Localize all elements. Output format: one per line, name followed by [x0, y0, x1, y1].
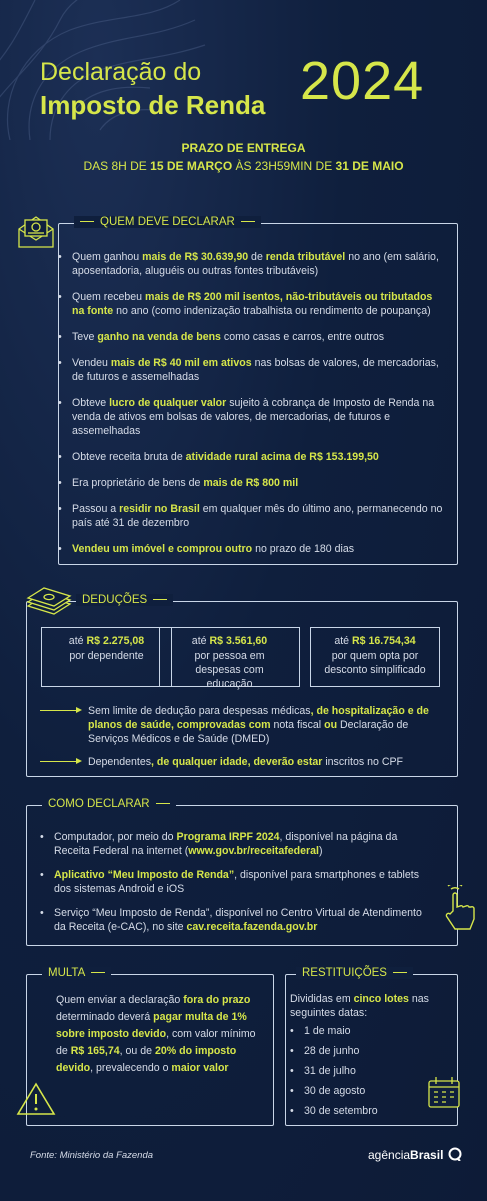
agencia-brasil-logo: agênciaBrasil — [368, 1147, 462, 1162]
deducao-card — [310, 627, 440, 687]
prazo-text: DAS 8H DE 15 DE MARÇO ÀS 23H59MIN DE 31 DE MAIO — [83, 159, 404, 173]
quem-item — [58, 290, 443, 318]
highlight-text: , de qualquer idade, deverão estar — [151, 756, 326, 768]
envelope-document-icon — [16, 215, 56, 249]
highlight-text: Programa IRPF 2024 — [176, 831, 280, 843]
quem-item — [58, 450, 443, 464]
highlight-text: , de hospitalização e de planos de saúde, comprovadas com — [88, 705, 429, 731]
plain-text: inscritos no CPF — [325, 756, 404, 768]
highlight-text: ou — [321, 719, 340, 731]
highlight-text: Aplicativo “Meu Imposto de Renda” — [54, 869, 235, 881]
highlight-text: atividade rural acima de R$ 153.199,50 — [185, 451, 379, 463]
restituicoes-dates — [290, 1024, 430, 1118]
deducoes-note-medical — [88, 704, 448, 746]
como-list — [40, 830, 430, 934]
restituicoes-label: RESTITUIÇÕES — [296, 967, 413, 979]
plain-text: nota fiscal — [273, 719, 322, 731]
plain-text: , prevalecendo o — [90, 1062, 172, 1074]
plain-text: Dependentes — [88, 756, 152, 768]
deducao-amount-line — [160, 634, 299, 648]
quem-item — [58, 476, 443, 490]
como-label: COMO DECLARAR — [42, 798, 176, 810]
plain-text: , disponível na página da Receita Federal na internet ( — [54, 831, 398, 857]
quem-item — [58, 396, 443, 438]
deducao-prefix: até — [68, 635, 87, 647]
highlight-text: 20% do imposto devido — [56, 1045, 237, 1074]
deducao-amount: R$ 3.561,60 — [209, 635, 268, 647]
arrow-2-icon — [40, 761, 80, 762]
highlight-text: mais de R$ 40 mil em ativos — [110, 357, 252, 369]
quem-item — [58, 502, 443, 530]
plain-text: no ano (como indenização trabalhista ou rendimento de poupança) — [113, 305, 431, 317]
money-stack-icon — [24, 584, 72, 616]
deducao-amount-line — [42, 634, 171, 648]
plain-text: Quem enviar a declaração — [56, 994, 184, 1006]
deducao-card — [41, 627, 172, 687]
plain-text: nas seguintes datas: — [290, 993, 429, 1019]
highlight-text: R$ 165,74 — [70, 1045, 120, 1057]
deducao-amount: R$ 16.754,34 — [352, 635, 416, 647]
deducoes-note-dependents — [88, 755, 448, 769]
title-year: 2024 — [300, 51, 425, 111]
plain-text: , com valor mínimo de — [56, 1028, 256, 1057]
plain-text: Divididas em — [290, 993, 354, 1005]
restituicao-date: • 1 de maio — [290, 1024, 430, 1038]
como-item — [40, 830, 430, 858]
restituicao-date: • 31 de julho — [290, 1064, 430, 1078]
deducao-desc: por quem opta por desconto simplificado — [324, 650, 426, 676]
plain-text: Serviço “Meu Imposto de Renda”, disponível no Centro Virtual de Atendimento da Receita (e-CAC), no site — [54, 907, 422, 933]
title-line-2: Imposto de Renda — [40, 90, 266, 120]
highlight-text: pagar multa de 1% sobre imposto devido — [56, 1011, 247, 1040]
deducao-card — [159, 627, 300, 690]
multa-label: MULTA — [42, 967, 111, 979]
plain-text: Obteve — [72, 397, 110, 409]
plain-text: ) — [318, 845, 323, 857]
highlight-text: Vendeu um imóvel e comprou outro — [72, 543, 253, 555]
plain-text: Declaração de Serviços Médicos e de Saúde (DMED) — [88, 719, 409, 745]
plain-text: de — [248, 251, 266, 263]
plain-text: Vendeu — [72, 357, 111, 369]
restituicao-date: • 30 de agosto — [290, 1084, 430, 1098]
plain-text: Passou a — [72, 503, 120, 515]
plain-text: Computador, por meio do — [54, 831, 177, 843]
plain-text: Obteve receita bruta de — [72, 451, 186, 463]
quem-item — [58, 330, 443, 344]
plain-text: determinado deverá — [56, 1011, 154, 1023]
highlight-text: lucro de qualquer valor — [109, 397, 227, 409]
plain-text: , disponível para smartphones e tablets dos sistemas Android e iOS — [54, 869, 420, 895]
plain-text: no prazo de 180 dias — [252, 543, 355, 555]
highlight-text: mais de R$ 800 mil — [203, 477, 299, 489]
multa-text — [56, 992, 266, 1077]
quem-item — [58, 250, 443, 278]
restituicao-date: • 30 de setembro — [290, 1104, 430, 1118]
highlight-text: cinco lotes — [353, 993, 409, 1005]
deducao-amount: R$ 2.275,08 — [86, 635, 145, 647]
plain-text: nas bolsas de valores, de mercadorias, de futuros e assemelhadas — [72, 357, 439, 383]
quem-item — [58, 356, 443, 384]
arrow-1-icon — [40, 710, 80, 711]
warning-icon — [16, 1082, 56, 1116]
highlight-text: mais de R$ 30.639,90 — [142, 251, 249, 263]
source-note: Fonte: Ministério da Fazenda — [30, 1150, 154, 1161]
highlight-text: fora do prazo — [183, 994, 251, 1006]
title-line-1: Declaração do — [40, 58, 202, 86]
restituicoes-intro — [290, 992, 450, 1020]
restituicao-date: • 28 de junho — [290, 1044, 430, 1058]
tap-hand-icon — [437, 885, 477, 931]
plain-text: no ano (em salário, aposentadoria, aluguéis ou outras fontes tributáveis) — [72, 251, 439, 277]
agencia-brasil-logo-icon — [448, 1147, 462, 1161]
highlight-text: ganho na venda de bens — [97, 331, 221, 343]
plain-text: , ou de — [119, 1045, 155, 1057]
deducao-prefix: até — [191, 635, 210, 647]
highlight-text: cav.receita.fazenda.gov.br — [186, 921, 318, 933]
quem-label: QUEM DEVE DECLARAR — [74, 216, 261, 228]
plain-text: sujeito à cobrança de Imposto de Renda na venda de ativos em bolsas de valores, de mercadorias, de futuros e assemelhadas — [72, 397, 435, 437]
deducoes-label: DEDUÇÕES — [76, 594, 173, 606]
deducao-prefix: até — [334, 635, 353, 647]
prazo-heading: PRAZO DE ENTREGA — [181, 141, 306, 155]
highlight-text: www.gov.br/receitafederal — [188, 845, 319, 857]
highlight-text: renda tributável — [265, 251, 346, 263]
highlight-text: residir no Brasil — [119, 503, 200, 515]
quem-list — [58, 250, 443, 556]
calendar-icon — [426, 1075, 462, 1109]
deducao-desc: por pessoa em despesas com educação — [194, 650, 265, 690]
plain-text: Era proprietário de bens de — [72, 477, 204, 489]
plain-text: Quem recebeu — [72, 291, 146, 303]
como-item — [40, 868, 430, 896]
highlight-text: mais de R$ 200 mil isentos, não-tributáveis ou tributados na fonte — [72, 291, 433, 317]
quem-item — [58, 542, 443, 556]
plain-text: em qualquer mês do último ano, permanecendo no país até 31 de dezembro — [72, 503, 443, 529]
highlight-text: maior valor — [171, 1062, 229, 1074]
como-item — [40, 906, 430, 934]
deducao-amount-line — [311, 634, 439, 648]
plain-text: Quem ganhou — [72, 251, 143, 263]
deducao-desc: por dependente — [69, 650, 144, 662]
plain-text: Teve — [72, 331, 98, 343]
plain-text: como casas e carros, entre outros — [220, 331, 385, 343]
plain-text: Sem limite de dedução para despesas médicas — [88, 705, 311, 717]
